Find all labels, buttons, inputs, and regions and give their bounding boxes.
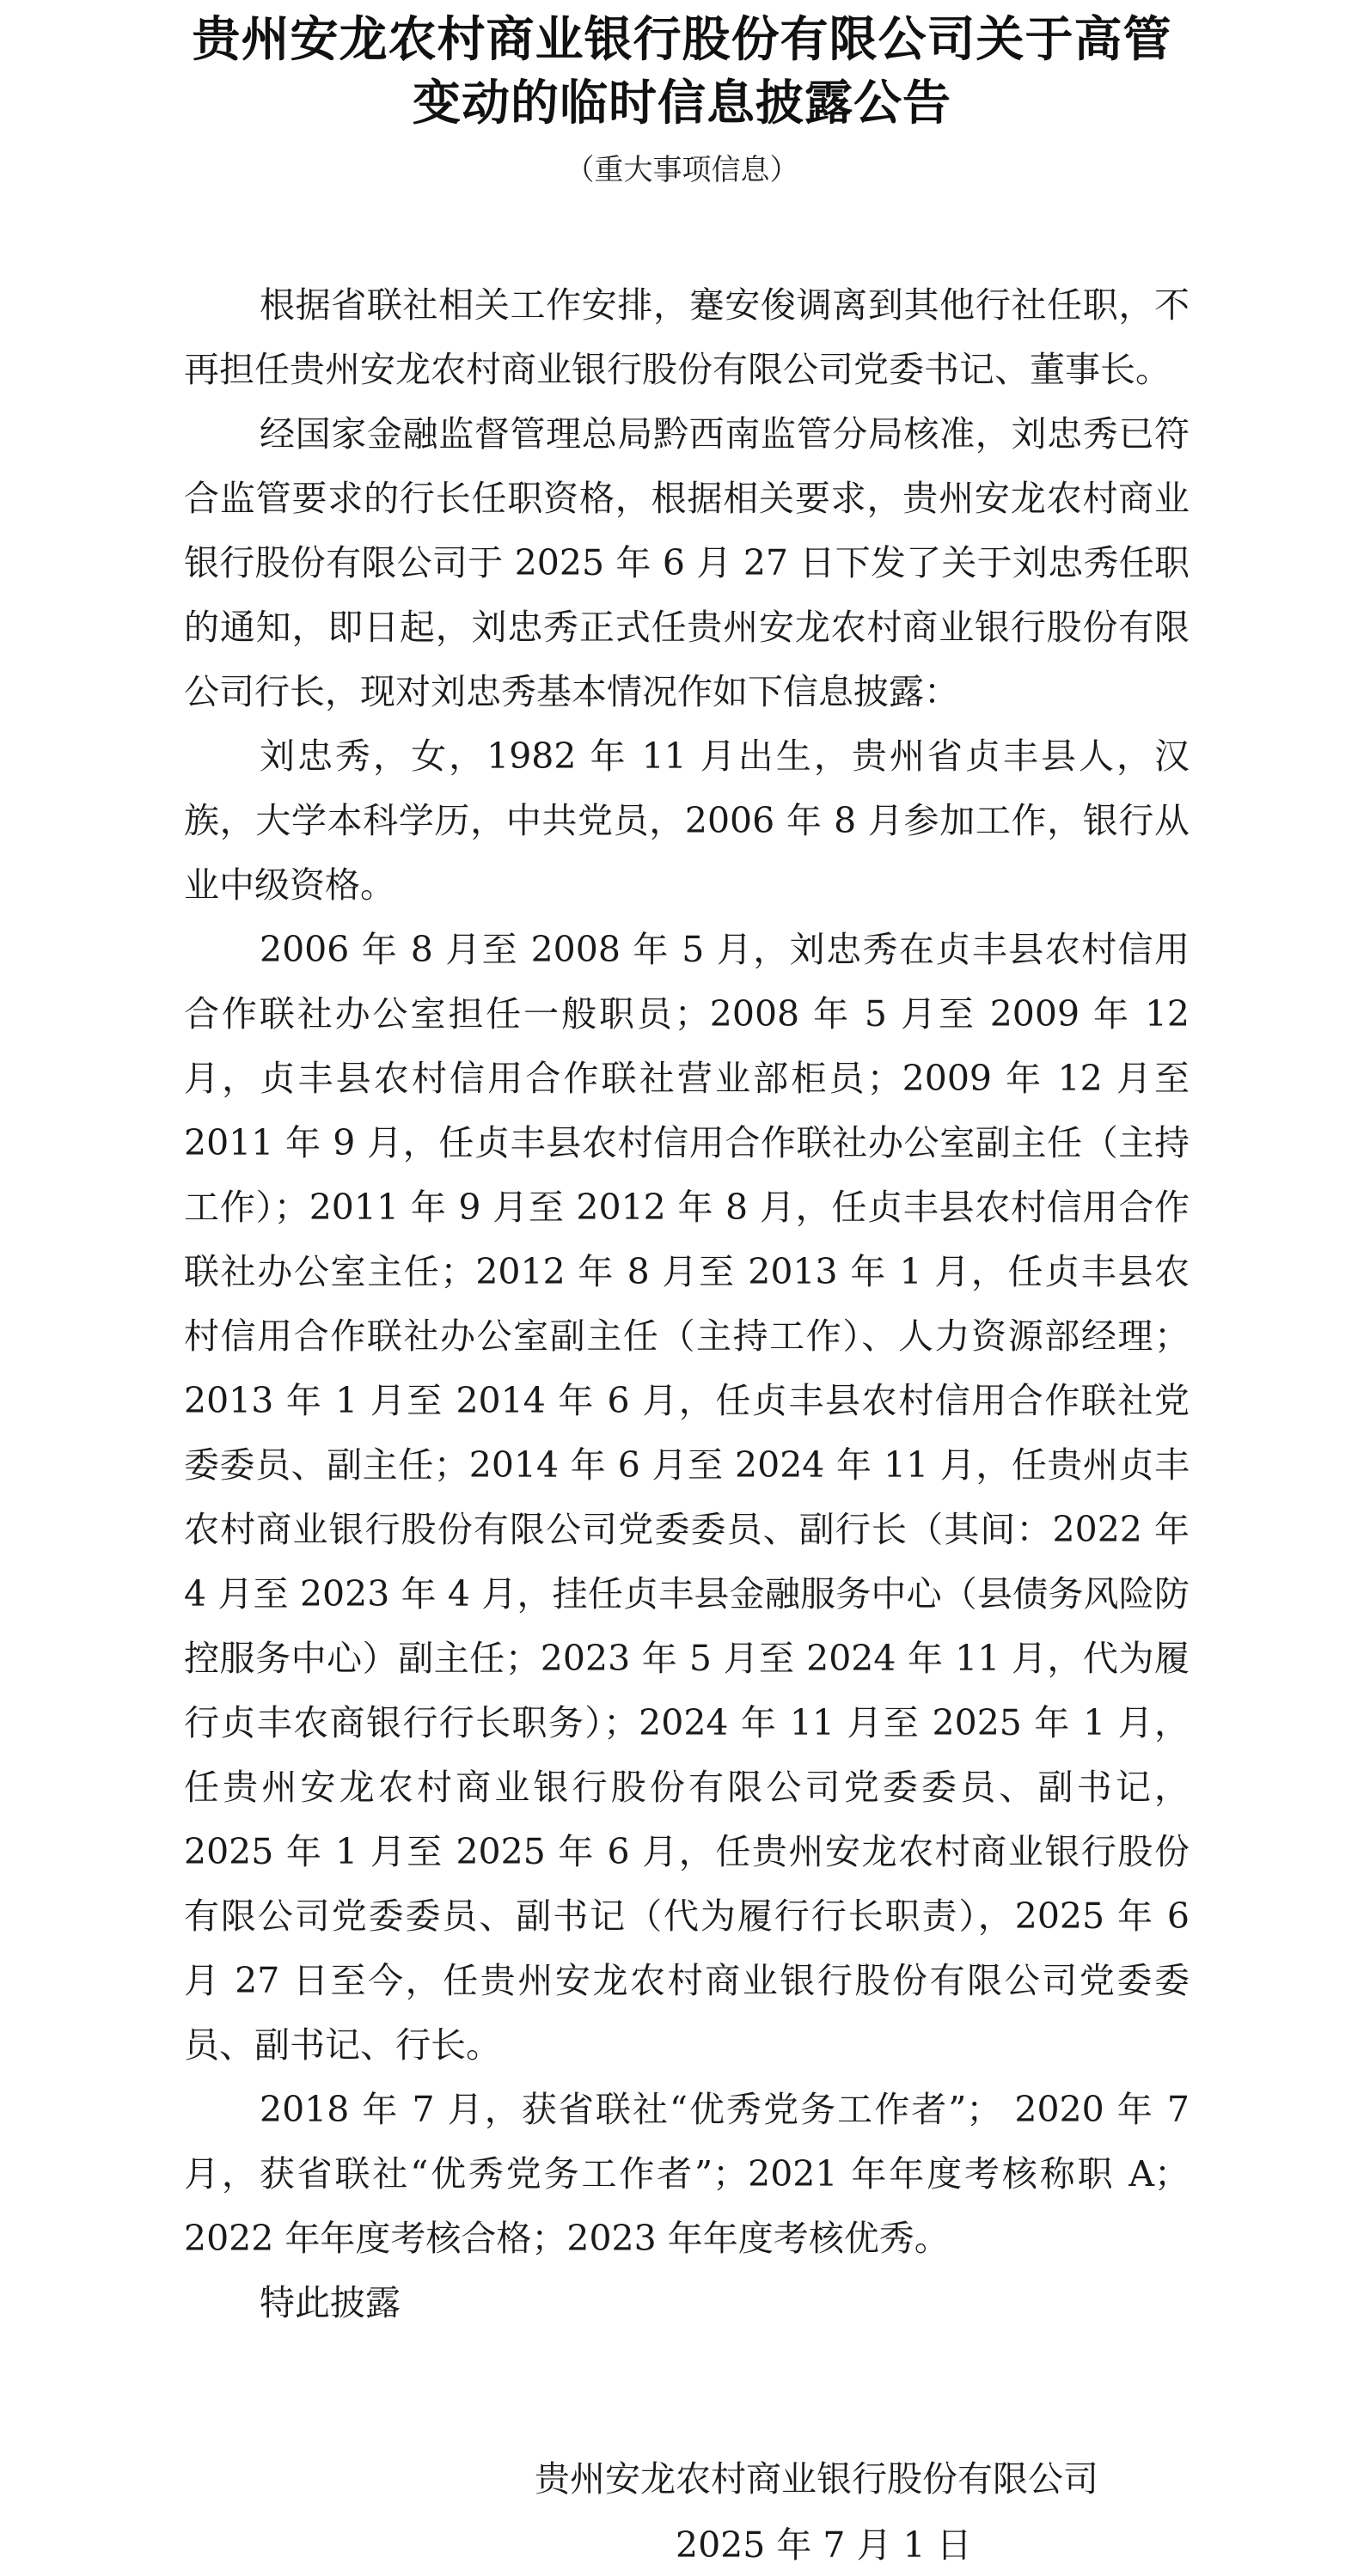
paragraph-career-history: 2006 年 8 月至 2008 年 5 月，刘忠秀在贞丰县农村信用合作联社办公室担任一般职员；2008 年 5 月至 2009 年 12 月，贞丰县农村信用合作联社营业部柜员；2009 年 12 月至 2011 年 9 月，任贞丰县农村信用合作联社办公室副主任（主持工作）；2011 年 9 月至 2012 年 8 月，任贞丰县农村信用合作联社办公室主任；2012 年 8 月至 2013 年 1 月，任贞丰县农村信用合作联社办公室副主任（主持工作）、人力资源部经理；2013 年 1 月至 2014 年 6 月，任贞丰县农村信用合作联社党委委员、副主任；2014 年 6 月至 2024 年 11 月，任贵州贞丰农村商业银行股份有限公司党委委员、副行长（其间：2022 年 4 月至 2023 年 4 月，挂任贞丰县金融服务中心（县债务风险防控服务中心）副主任；2023 年 5 月至 2024 年 11 月，代为履行贞丰农商银行行长职务）；2024 年 11 月至 2025 年 1 月，任贵州安龙农村商业银行股份有限公司党委委员、副书记，2025 年 1 月至 2025 年 6 月，任贵州安龙农村商业银行股份有限公司党委委员、副书记（代为履行行长职责），2025 年 6 月 27 日至今，任贵州安龙农村商业银行股份有限公司党委委员、副书记、行长。 <box>184 929 1190 2066</box>
signature-organization: 贵州安龙农村商业银行股份有限公司 <box>535 2458 1098 2500</box>
paragraph-honors: 2018 年 7 月，获省联社“优秀党务工作者”； 2020 年 7 月，获省联社“优秀党务工作者”；2021 年年度考核称职 A；2022 年年度考核合格；2023 年年度考核优秀。 <box>184 2089 1190 2259</box>
signature-date: 2025 年 7 月 1 日 <box>676 2524 972 2566</box>
document-title-line-1: 贵州安龙农村商业银行股份有限公司关于高管 <box>192 11 1172 68</box>
paragraph-appointment: 经国家金融监督管理总局黔西南监管分局核准，刘忠秀已符合监管要求的行长任职资格，根据相关要求，贵州安龙农村商业银行股份有限公司于 2025 年 6 月 27 日下发了关于刘忠秀任职的通知，即日起，刘忠秀正式任贵州安龙农村商业银行股份有限公司行长，现对刘忠秀基本情况作如下信息披露： <box>184 413 1190 712</box>
document-title-line-2: 变动的临时信息披露公告 <box>413 75 951 131</box>
document-subtitle: （重大事项信息） <box>565 153 799 187</box>
paragraph-closing: 特此披露 <box>260 2282 401 2323</box>
document-body <box>184 273 1190 2335</box>
paragraph-profile: 刘忠秀，女，1982 年 11 月出生，贵州省贞丰县人，汉族，大学本科学历，中共党员，2006 年 8 月参加工作，银行从业中级资格。 <box>184 736 1190 906</box>
paragraph-transfer: 根据省联社相关工作安排，蹇安俊调离到其他行社任职，不再担任贵州安龙农村商业银行股份有限公司党委书记、董事长。 <box>184 284 1190 390</box>
